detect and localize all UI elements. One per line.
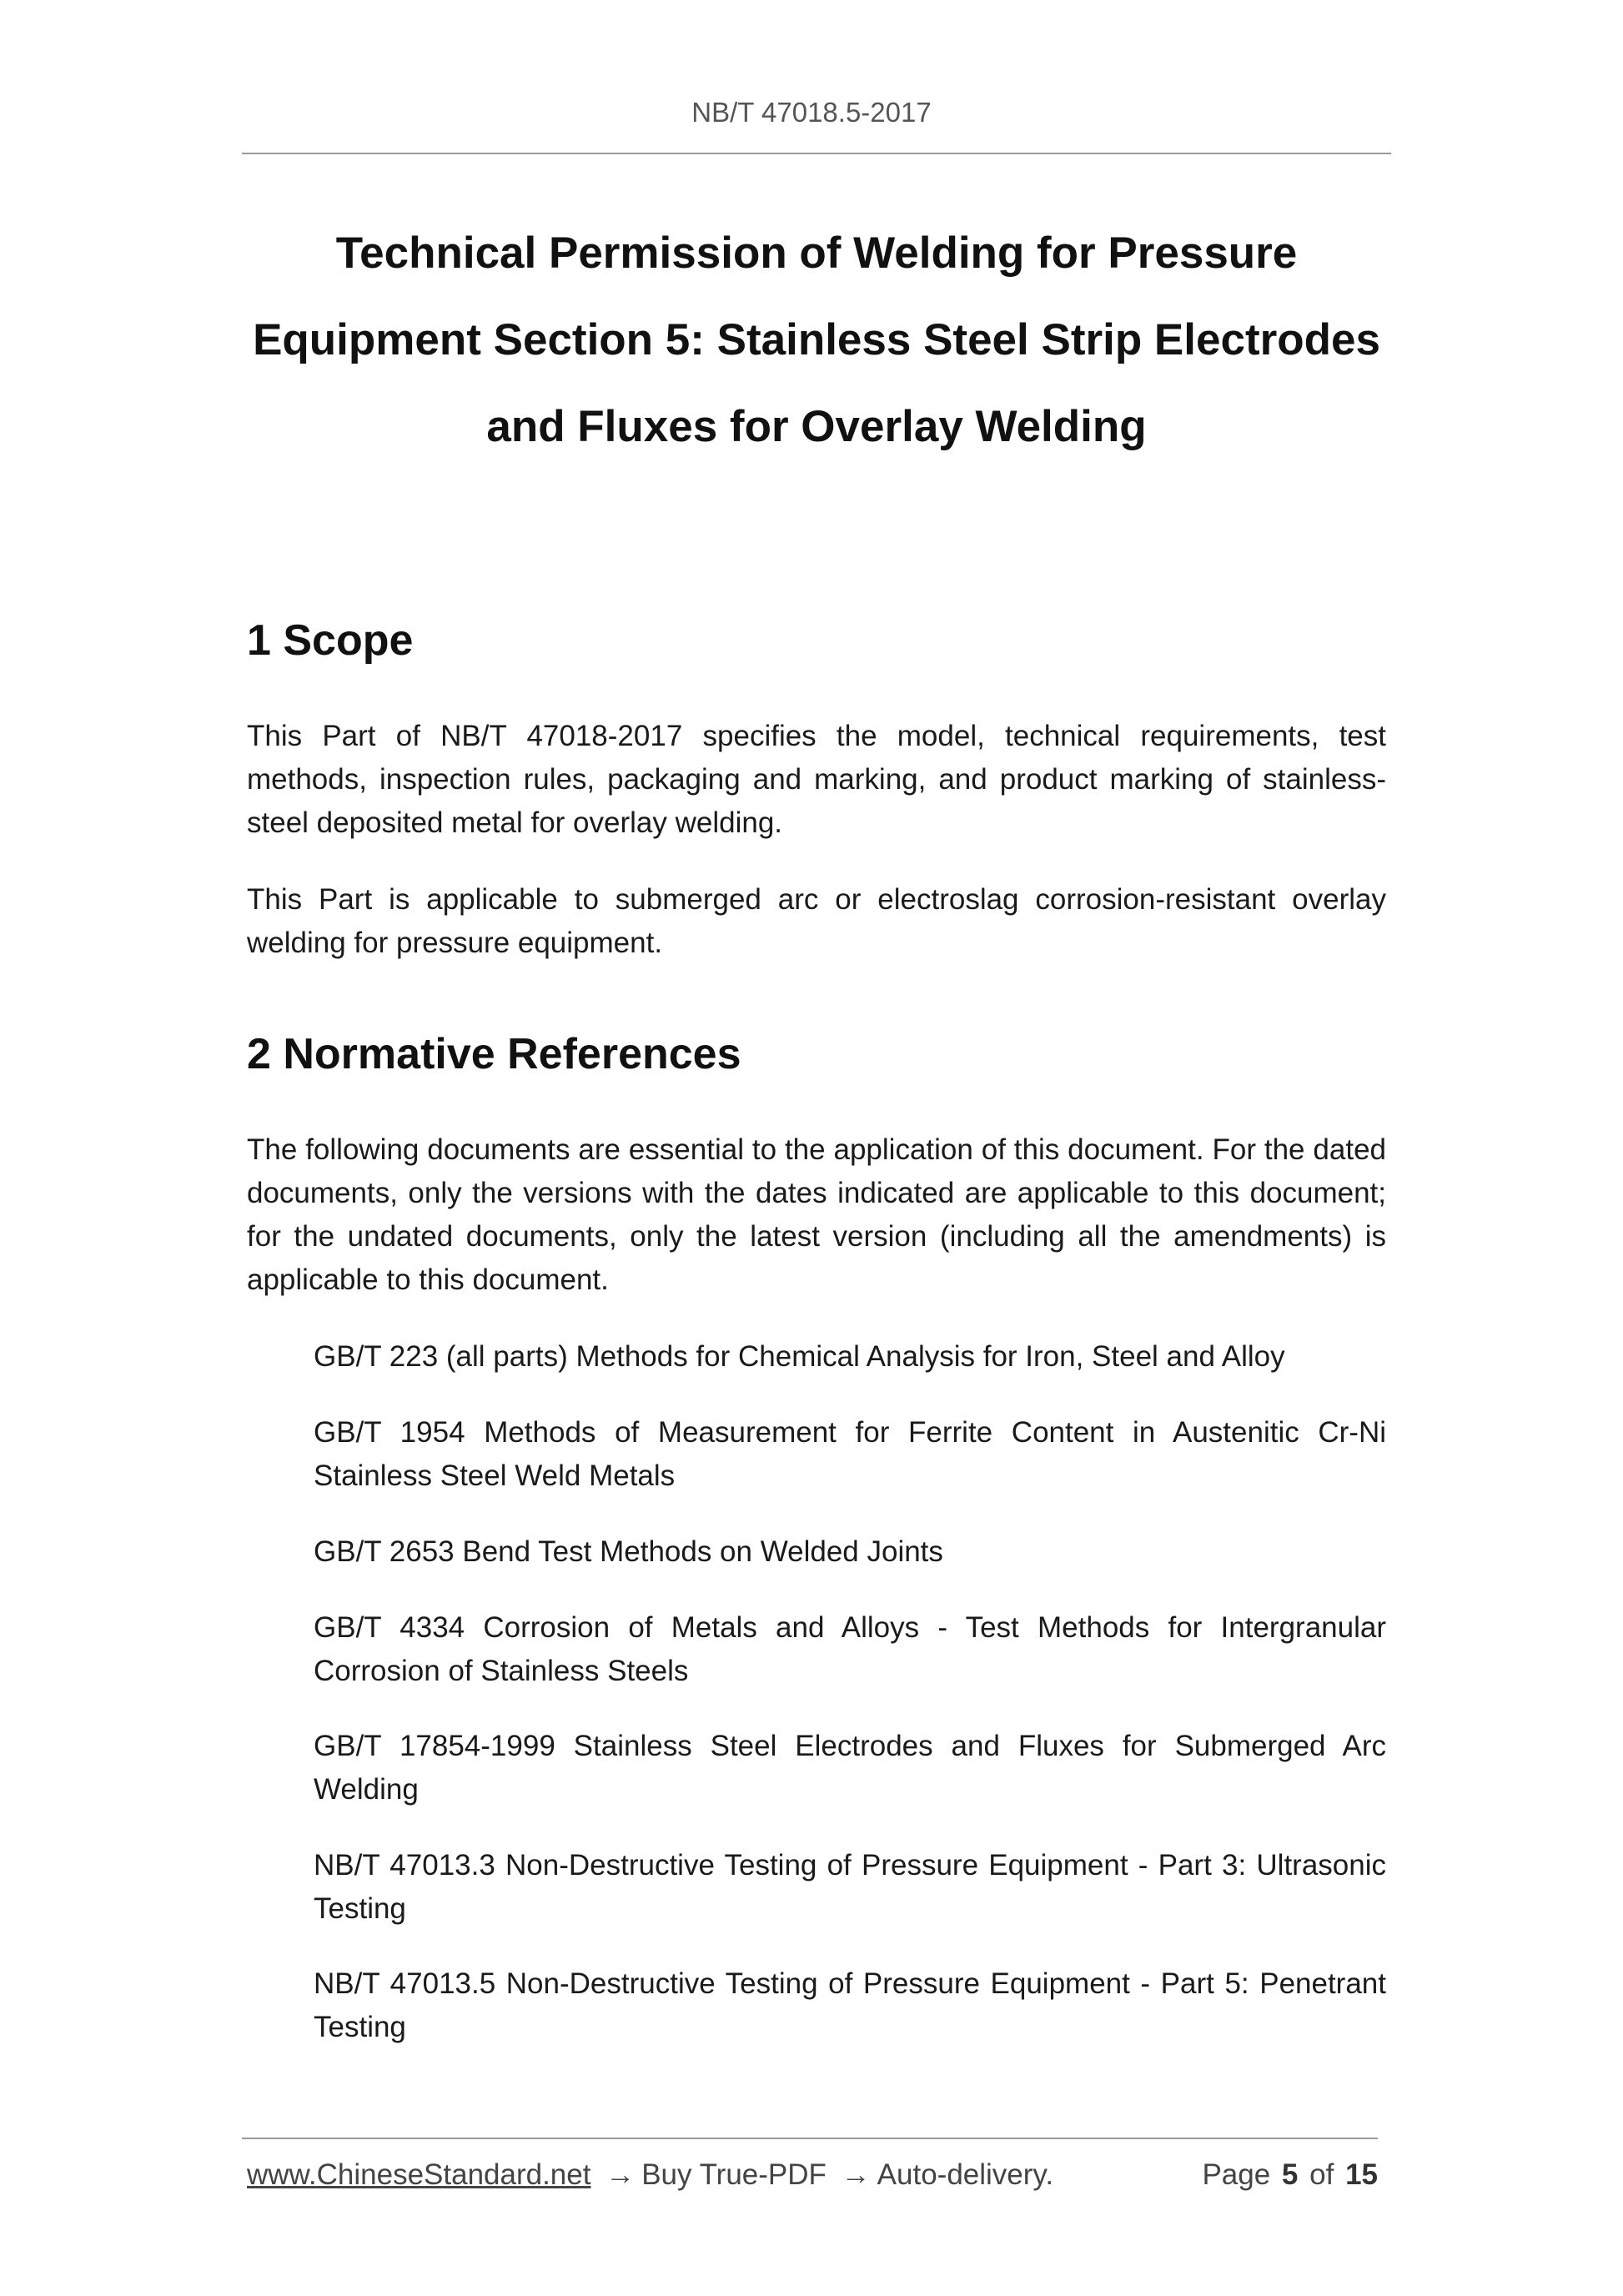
reference-item: GB/T 223 (all parts) Methods for Chemical Analysis for Iron, Steel and Alloy [314, 1340, 1285, 1373]
title-line-2: Equipment Section 5: Stainless Steel Strip Electrodes [253, 315, 1380, 364]
reference-item: GB/T 1954 Methods of Measurement for Ferrite Content in Austenitic Cr-Ni Stainless Steel Weld Metals [314, 1416, 1386, 1492]
section-heading-normative-references: 2 Normative References [247, 1030, 741, 1078]
reference-item: NB/T 47013.5 Non-Destructive Testing of Pressure Equipment - Part 5: Penetrant Testing [314, 1967, 1386, 2043]
running-header: NB/T 47018.5-2017 [691, 97, 932, 128]
page-footer [247, 2158, 1378, 2192]
document-title [217, 210, 1416, 470]
page-of-label: of [1309, 2158, 1334, 2191]
scope-paragraph-2: This Part is applicable to submerged arc or electroslag corrosion-resistant overlay welding for pressure equipment. [247, 883, 1386, 959]
reference-item: NB/T 47013.3 Non-Destructive Testing of Pressure Equipment - Part 3: Ultrasonic Testing [314, 1849, 1386, 1925]
reference-item: GB/T 17854-1999 Stainless Steel Electrodes and Fluxes for Submerged Arc Welding [314, 1730, 1386, 1806]
reference-item: GB/T 4334 Corrosion of Metals and Alloys - Test Methods for Intergranular Corrosion of Stainless Steels [314, 1611, 1386, 1687]
section-heading-scope: 1 Scope [247, 616, 414, 665]
page-label: Page [1202, 2158, 1271, 2191]
chinesestandard-link[interactable]: www.ChineseStandard.net [247, 2158, 591, 2191]
buy-true-pdf-text: Buy True-PDF [641, 2158, 827, 2191]
page-total: 15 [1345, 2158, 1378, 2191]
arrow-right-icon: → [605, 2158, 636, 2191]
title-line-1: Technical Permission of Welding for Pressure [335, 229, 1298, 278]
footer-divider [242, 2138, 1378, 2139]
page-current: 5 [1281, 2158, 1299, 2191]
auto-delivery-text: Auto-delivery. [877, 2158, 1054, 2191]
scope-paragraph-1: This Part of NB/T 47018-2017 specifies the model, technical requirements, test methods, inspection rules, packaging and marking, and product marking of stainless-steel deposited metal for overlay welding. [247, 720, 1386, 839]
arrow-right-icon: → [841, 2158, 871, 2191]
footer-promo [247, 2158, 1053, 2192]
page-indicator [1198, 2158, 1378, 2192]
title-line-3: and Fluxes for Overlay Welding [486, 402, 1147, 451]
reference-item: GB/T 2653 Bend Test Methods on Welded Joints [314, 1535, 943, 1568]
references-intro-paragraph: The following documents are essential to the application of this document. For the dated documents, only the versions with the dates indicated are applicable to this document; for the undated documents, only the latest version (including all the amendments) is applicable to this document. [247, 1133, 1386, 1296]
header-divider [242, 153, 1391, 154]
